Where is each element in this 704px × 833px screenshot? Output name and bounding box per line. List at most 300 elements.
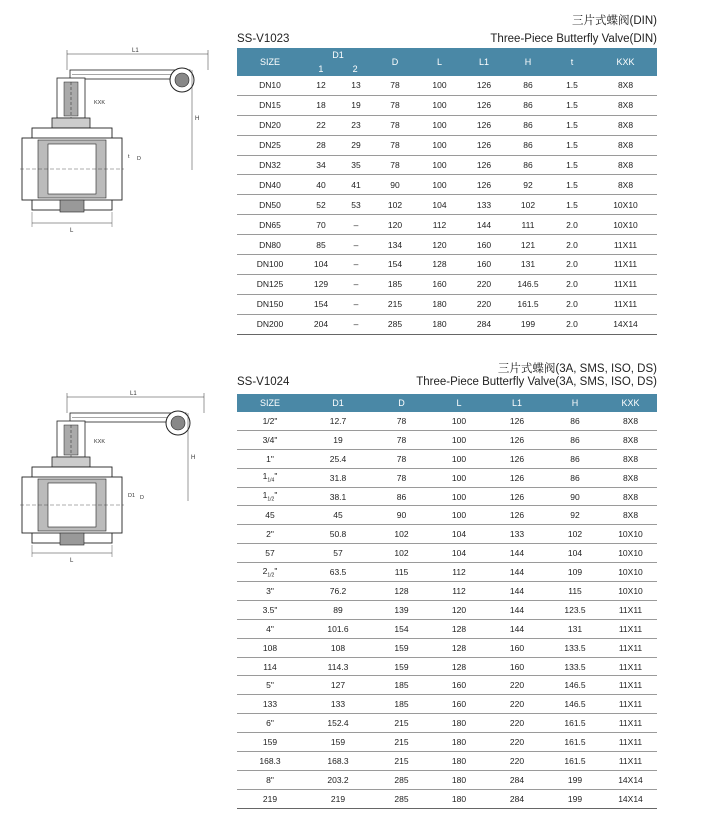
dim-d-label-2: D: [140, 495, 144, 501]
table-cell: 215: [373, 294, 417, 314]
table-cell: 284: [488, 789, 546, 808]
size-main: 57: [265, 548, 275, 559]
table-cell: 78: [373, 468, 430, 487]
table-cell: 2.0: [550, 294, 594, 314]
table-cell: 160: [417, 274, 462, 294]
table-cell: 1.5: [550, 135, 594, 155]
table-cell: 1.5: [550, 76, 594, 95]
table-cell: 10X10: [594, 195, 657, 215]
table-cell: [237, 487, 303, 506]
table-cell: [237, 430, 303, 449]
table-cell: DN125: [237, 274, 303, 294]
table-row: [237, 619, 657, 638]
table-cell: [237, 600, 303, 619]
table-cell: 126: [488, 468, 546, 487]
size-main: 3": [266, 585, 274, 596]
table-cell: 112: [417, 215, 462, 235]
table-cell: 8X8: [604, 412, 657, 430]
table-cell: 121: [506, 235, 550, 255]
table-row: [237, 468, 657, 487]
table-cell: 144: [488, 600, 546, 619]
header-h: H: [506, 48, 550, 76]
table-cell: DN100: [237, 255, 303, 275]
table-cell: 40: [303, 175, 339, 195]
table-row: [237, 733, 657, 752]
table-cell: 220: [462, 294, 506, 314]
table-cell: 100: [417, 95, 462, 115]
table-cell: [237, 619, 303, 638]
size-main: 8": [266, 774, 274, 785]
section2-spec-table: [237, 394, 657, 809]
table-cell: 104: [303, 255, 339, 275]
table-cell: 10X10: [594, 215, 657, 235]
table-cell: 154: [373, 255, 417, 275]
table-cell: 28: [303, 135, 339, 155]
table-cell: 78: [373, 76, 417, 95]
table-row: [237, 155, 657, 175]
table-cell: 133: [303, 695, 373, 714]
table-cell: 220: [488, 733, 546, 752]
section2-title-cn: 三片式蝶阀(3A, SMS, ISO, DS): [497, 363, 657, 375]
table-cell: 14X14: [604, 770, 657, 789]
table-cell: 45: [303, 506, 373, 525]
table-cell: 10X10: [604, 563, 657, 582]
table-cell: [237, 638, 303, 657]
table-row: [237, 695, 657, 714]
size-main: 1": [266, 453, 274, 464]
table-cell: 126: [462, 115, 506, 135]
table-cell: 219: [303, 789, 373, 808]
table-cell: 104: [417, 195, 462, 215]
table-cell: 161.5: [546, 752, 604, 771]
table-row: [237, 657, 657, 676]
table-cell: 100: [430, 430, 488, 449]
table-cell: 126: [462, 155, 506, 175]
size-main: 1: [262, 490, 268, 501]
table-row: [237, 600, 657, 619]
table-cell: 284: [488, 770, 546, 789]
table-cell: 22: [303, 115, 339, 135]
table-cell: 120: [430, 600, 488, 619]
table-cell: 127: [303, 676, 373, 695]
table-cell: 133.5: [546, 657, 604, 676]
table-cell: 108: [303, 638, 373, 657]
table-cell: 154: [373, 619, 430, 638]
header-l1-2: L1: [488, 394, 546, 412]
table-cell: 120: [417, 235, 462, 255]
table-cell: 160: [488, 657, 546, 676]
table-cell: 12: [303, 76, 339, 95]
table-cell: 11X11: [604, 695, 657, 714]
size-fraction: 1/4: [267, 477, 275, 484]
table-cell: 159: [303, 733, 373, 752]
table-row: [237, 676, 657, 695]
header-t: t: [550, 48, 594, 76]
table-cell: 220: [462, 274, 506, 294]
table-cell: 215: [373, 714, 430, 733]
table-cell: 78: [373, 449, 430, 468]
table-cell: 133: [462, 195, 506, 215]
size-inch-mark: ": [274, 490, 278, 501]
table-cell: 160: [430, 695, 488, 714]
table-cell: –: [339, 294, 373, 314]
table-cell: 102: [373, 525, 430, 544]
table-cell: 11X11: [604, 676, 657, 695]
table-cell: –: [339, 235, 373, 255]
table-cell: 14X14: [594, 314, 657, 334]
table-cell: 1.5: [550, 155, 594, 175]
table-cell: 11X11: [604, 638, 657, 657]
table-cell: 86: [506, 76, 550, 95]
table-cell: 180: [417, 314, 462, 334]
table-cell: 11X11: [594, 235, 657, 255]
table-cell: 220: [488, 695, 546, 714]
table-cell: 126: [488, 487, 546, 506]
table-cell: 23: [339, 115, 373, 135]
header-l1: L1: [462, 48, 506, 76]
table-row: [237, 582, 657, 601]
table-cell: 220: [488, 752, 546, 771]
table-cell: 100: [417, 76, 462, 95]
table-cell: 185: [373, 676, 430, 695]
table-cell: 25.4: [303, 449, 373, 468]
table-cell: 133: [488, 525, 546, 544]
table-cell: 41: [339, 175, 373, 195]
table-cell: –: [339, 215, 373, 235]
table-row: [237, 175, 657, 195]
header-kxk-2: KXK: [604, 394, 657, 412]
size-main: 2": [266, 529, 274, 540]
header-d1-sub1: 1: [318, 64, 324, 74]
size-main: 2: [262, 565, 268, 576]
table-cell: 92: [506, 175, 550, 195]
table-cell: 133.5: [546, 638, 604, 657]
section1-header-row: [237, 48, 657, 76]
table-cell: 78: [373, 155, 417, 175]
table-cell: DN25: [237, 135, 303, 155]
table-cell: 120: [373, 215, 417, 235]
valve-drawing-3a-sms: [12, 385, 222, 565]
table-cell: 112: [430, 563, 488, 582]
table-row: [237, 95, 657, 115]
table-cell: [237, 468, 303, 487]
table-cell: [237, 449, 303, 468]
table-cell: 100: [417, 115, 462, 135]
table-cell: DN150: [237, 294, 303, 314]
table-cell: 126: [488, 412, 546, 430]
table-cell: 57: [303, 544, 373, 563]
dim-kxk-label: KXK: [94, 100, 106, 106]
table-cell: 2.0: [550, 215, 594, 235]
table-cell: 161.5: [546, 733, 604, 752]
size-main: 168.3: [259, 755, 281, 766]
dim-d1-label-2: D1: [128, 493, 136, 499]
table-cell: 14X14: [604, 789, 657, 808]
header-d1: [303, 48, 373, 76]
table-row: [237, 487, 657, 506]
table-cell: 78: [373, 412, 430, 430]
table-cell: 144: [488, 563, 546, 582]
size-main: 4": [266, 623, 274, 634]
table-cell: 11X11: [594, 274, 657, 294]
table-cell: 1.5: [550, 175, 594, 195]
table-cell: 199: [506, 314, 550, 334]
table-cell: 114.3: [303, 657, 373, 676]
table-cell: 180: [430, 733, 488, 752]
table-cell: 50.8: [303, 525, 373, 544]
table-cell: 38.1: [303, 487, 373, 506]
table-cell: 102: [373, 195, 417, 215]
table-cell: 102: [506, 195, 550, 215]
table-cell: 112: [430, 582, 488, 601]
table-row: [237, 274, 657, 294]
table-cell: 78: [373, 95, 417, 115]
section2-header-row: [237, 394, 657, 412]
table-cell: 8X8: [604, 430, 657, 449]
dim-h-label-2: H: [191, 455, 196, 461]
table-row: [237, 215, 657, 235]
table-cell: –: [339, 274, 373, 294]
table-cell: 100: [430, 412, 488, 430]
table-cell: 8X8: [594, 95, 657, 115]
dim-l1-label: L1: [132, 48, 139, 54]
table-cell: 126: [462, 76, 506, 95]
table-cell: 101.6: [303, 619, 373, 638]
table-cell: 11X11: [604, 657, 657, 676]
table-cell: 160: [462, 235, 506, 255]
table-cell: 76.2: [303, 582, 373, 601]
table-cell: 19: [339, 95, 373, 115]
section2-model-number: SS-V1024: [237, 376, 290, 388]
table-cell: 129: [303, 274, 339, 294]
table-cell: [237, 657, 303, 676]
table-cell: 159: [373, 657, 430, 676]
table-cell: 11X11: [604, 714, 657, 733]
table-cell: 2.0: [550, 314, 594, 334]
table-row: [237, 135, 657, 155]
table-cell: 53: [339, 195, 373, 215]
valve-drawing-din: [12, 40, 222, 240]
table-row: [237, 752, 657, 771]
table-cell: 144: [488, 544, 546, 563]
table-cell: [237, 582, 303, 601]
table-cell: 100: [430, 449, 488, 468]
table-cell: [237, 506, 303, 525]
table-row: [237, 195, 657, 215]
table-row: [237, 255, 657, 275]
table-cell: 285: [373, 314, 417, 334]
table-cell: 89: [303, 600, 373, 619]
table-cell: 104: [546, 544, 604, 563]
size-main: 219: [262, 793, 278, 804]
table-cell: 34: [303, 155, 339, 175]
table-cell: 115: [546, 582, 604, 601]
table-cell: 19: [303, 430, 373, 449]
table-cell: 126: [488, 506, 546, 525]
dim-l1-label-2: L1: [130, 391, 137, 397]
table-cell: 1.5: [550, 95, 594, 115]
table-cell: 180: [430, 714, 488, 733]
table-cell: 131: [506, 255, 550, 275]
header-l: L: [417, 48, 462, 76]
table-cell: [237, 789, 303, 808]
table-cell: 85: [303, 235, 339, 255]
table-cell: 1.5: [550, 115, 594, 135]
table-cell: 86: [506, 155, 550, 175]
table-cell: 1.5: [550, 195, 594, 215]
size-main: 114: [263, 661, 277, 672]
size-main: 5": [266, 680, 274, 691]
table-cell: 8X8: [604, 506, 657, 525]
table-cell: 29: [339, 135, 373, 155]
table-cell: 160: [488, 638, 546, 657]
table-cell: 128: [417, 255, 462, 275]
table-cell: 144: [488, 582, 546, 601]
table-cell: 10X10: [604, 525, 657, 544]
table-row: [237, 770, 657, 789]
table-cell: 100: [430, 506, 488, 525]
table-row: [237, 115, 657, 135]
size-fraction: 1/2: [267, 496, 275, 503]
table-cell: 215: [373, 733, 430, 752]
table-cell: [237, 770, 303, 789]
table-cell: DN15: [237, 95, 303, 115]
table-cell: [237, 544, 303, 563]
table-cell: 139: [373, 600, 430, 619]
header-d1-2: D1: [303, 394, 373, 412]
table-cell: [237, 525, 303, 544]
table-cell: 111: [506, 215, 550, 235]
header-size: SIZE: [237, 48, 303, 76]
table-cell: 10X10: [604, 544, 657, 563]
table-cell: DN40: [237, 175, 303, 195]
section1-title-cn: 三片式蝶阀(DIN): [572, 15, 657, 27]
table-cell: 203.2: [303, 770, 373, 789]
table-cell: 12.7: [303, 412, 373, 430]
table-cell: 8X8: [604, 468, 657, 487]
dim-l-label-2: L: [70, 558, 74, 564]
table-cell: 161.5: [506, 294, 550, 314]
size-main: 6": [266, 718, 274, 729]
table-cell: 63.5: [303, 563, 373, 582]
table-cell: [237, 733, 303, 752]
table-cell: [237, 695, 303, 714]
table-row: [237, 314, 657, 334]
size-fraction: 1/2: [267, 572, 275, 579]
table-row: [237, 449, 657, 468]
dim-h-label: H: [195, 116, 200, 122]
table-cell: DN20: [237, 115, 303, 135]
header-kxk: KXK: [594, 48, 657, 76]
table-cell: [237, 752, 303, 771]
table-cell: DN10: [237, 76, 303, 95]
size-main: 108: [262, 642, 278, 653]
table-cell: 8X8: [594, 76, 657, 95]
header-h-2: H: [546, 394, 604, 412]
table-cell: 285: [373, 789, 430, 808]
table-cell: 52: [303, 195, 339, 215]
table-cell: 159: [373, 638, 430, 657]
size-main: 159: [262, 737, 278, 748]
size-main: 133: [262, 699, 278, 710]
table-cell: 11X11: [604, 619, 657, 638]
table-cell: 199: [546, 770, 604, 789]
table-row: [237, 563, 657, 582]
table-cell: 185: [373, 695, 430, 714]
table-cell: 8X8: [604, 449, 657, 468]
table-cell: 146.5: [546, 676, 604, 695]
size-main: 1/2": [262, 415, 278, 426]
table-row: [237, 544, 657, 563]
table-cell: 18: [303, 95, 339, 115]
table-cell: 185: [373, 274, 417, 294]
table-cell: 152.4: [303, 714, 373, 733]
table-cell: 90: [373, 175, 417, 195]
table-cell: 8X8: [604, 487, 657, 506]
table-cell: 102: [373, 544, 430, 563]
table-cell: 220: [488, 676, 546, 695]
table-cell: [237, 563, 303, 582]
table-cell: 86: [546, 430, 604, 449]
header-d: D: [373, 48, 417, 76]
table-cell: 78: [373, 115, 417, 135]
table-cell: 126: [488, 430, 546, 449]
table-cell: 78: [373, 135, 417, 155]
table-cell: 100: [430, 468, 488, 487]
size-main: 3.5": [262, 604, 278, 615]
table-cell: [237, 412, 303, 430]
table-cell: DN200: [237, 314, 303, 334]
table-cell: 285: [373, 770, 430, 789]
table-row: [237, 506, 657, 525]
table-cell: 215: [373, 752, 430, 771]
table-cell: 126: [462, 175, 506, 195]
table-cell: 86: [546, 449, 604, 468]
table-cell: DN50: [237, 195, 303, 215]
table-cell: 123.5: [546, 600, 604, 619]
section1-title-en: Three-Piece Butterfly Valve(DIN): [490, 33, 657, 45]
table-cell: [237, 676, 303, 695]
table-row: [237, 430, 657, 449]
table-cell: 126: [462, 95, 506, 115]
table-cell: 160: [430, 676, 488, 695]
table-cell: 70: [303, 215, 339, 235]
table-cell: 86: [546, 412, 604, 430]
table-cell: 146.5: [546, 695, 604, 714]
table-cell: 104: [430, 525, 488, 544]
table-cell: 2.0: [550, 235, 594, 255]
table-cell: 8X8: [594, 175, 657, 195]
table-cell: 168.3: [303, 752, 373, 771]
table-cell: 90: [373, 506, 430, 525]
table-row: [237, 638, 657, 657]
table-cell: 128: [430, 619, 488, 638]
size-main: 45: [265, 510, 275, 521]
table-cell: 8X8: [594, 135, 657, 155]
table-cell: DN32: [237, 155, 303, 175]
table-cell: 11X11: [594, 255, 657, 275]
table-cell: 8X8: [594, 115, 657, 135]
table-cell: 180: [430, 770, 488, 789]
table-cell: 160: [462, 255, 506, 275]
table-row: [237, 789, 657, 808]
table-row: [237, 412, 657, 430]
table-cell: 11X11: [604, 733, 657, 752]
table-cell: DN65: [237, 215, 303, 235]
table-row: [237, 525, 657, 544]
section1-model-number: SS-V1023: [237, 33, 290, 45]
table-cell: 13: [339, 76, 373, 95]
